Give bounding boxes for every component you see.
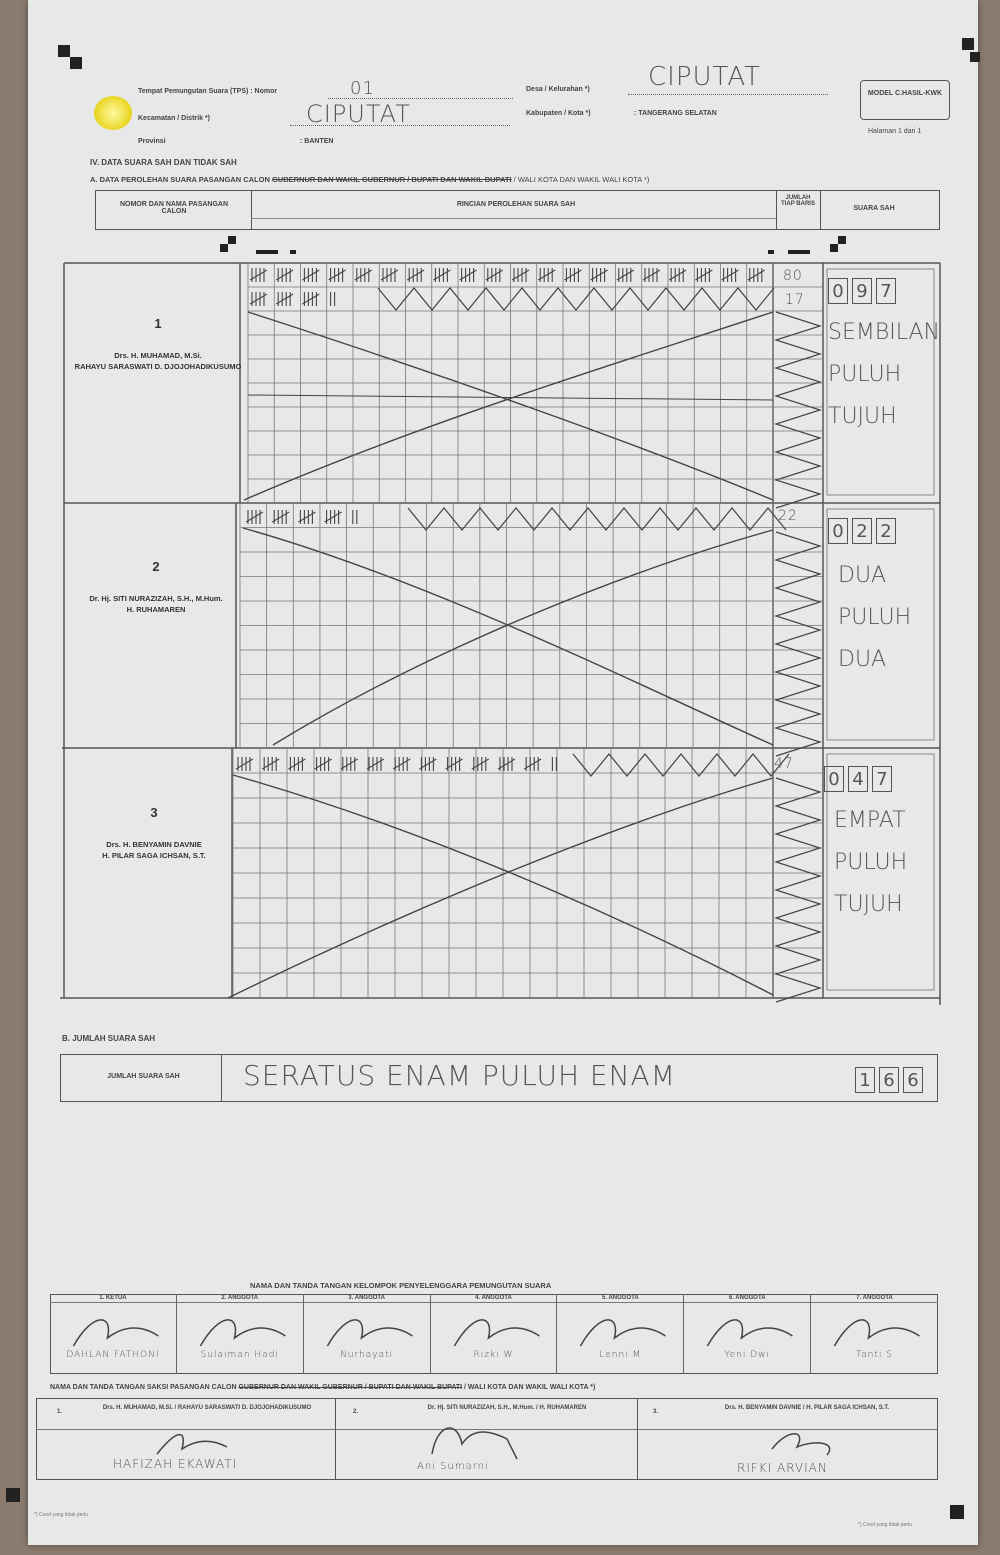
kpps-title: NAMA DAN TANDA TANGAN KELOMPOK PENYELENGGARA PEMUNGUTAN SUARA	[250, 1281, 552, 1290]
tps-label: Tempat Pemungutan Suara (TPS) : Nomor	[138, 88, 278, 95]
col-total: JUMLAH TIAP BARIS	[781, 195, 815, 207]
saksi-table	[36, 1398, 938, 1480]
saksi-1-no: 1.	[57, 1409, 63, 1415]
cand3-row1-tally-group-10	[498, 757, 515, 771]
saksi-3-pair: Drs. H. BENYAMIN DAVNIE / H. PILAR SAGA ICHSAN, S.T.	[724, 1405, 890, 1411]
candidate-3-word-3: TUJUH	[834, 892, 903, 917]
cand3-row1-tally-group-8	[446, 757, 463, 771]
cand1-row1-tally-group-17	[695, 268, 712, 282]
cand1-row1-tally-group-5	[381, 268, 398, 282]
saksi-1-name: HAFIZAH EKAWATI	[113, 1457, 238, 1471]
cand1-row1-tally-group-9	[486, 268, 503, 282]
candidate-2-name2: H. RUHAMAREN	[126, 604, 186, 614]
candidate-2-word-2: PULUH	[838, 605, 912, 630]
total-row-label: JUMLAH SUARA SAH	[107, 1073, 180, 1080]
candidate-1-row2-total: 17	[785, 292, 805, 308]
saksi-title-a: NAMA DAN TANDA TANGAN SAKSI PASANGAN CALON	[50, 1384, 237, 1391]
cand1-row1-tally-group-18	[722, 268, 739, 282]
cand2-row1-tally-rest	[353, 510, 357, 524]
form-code: MODEL C.HASIL-KWK	[867, 90, 943, 97]
saksi-signatures	[37, 1399, 937, 1479]
footer-left: *) Coret yang tidak perlu	[34, 1512, 88, 1518]
cand2-row1-zigzag	[408, 508, 786, 530]
candidate-3-name1: Drs. H. BENYAMIN DAVNIE	[106, 840, 202, 850]
candidate-3-name2: H. PILAR SAGA ICHSAN, S.T.	[102, 850, 206, 860]
cand1-row1-tally-group-14	[617, 268, 634, 282]
candidate-1-row1-total: 80	[783, 268, 803, 284]
cand3-row1-tally-group-1	[262, 757, 279, 771]
kpps-signature-6	[684, 1306, 811, 1372]
candidate-2-digit-1: 0	[828, 518, 848, 544]
candidate-3-row1-total: 47	[774, 756, 794, 772]
cand1-row1-tally-group-1	[276, 268, 293, 282]
kpps-member-7	[811, 1294, 938, 1374]
ballot-form-sheet	[28, 0, 978, 1545]
cand1-row1-tally-group-19	[748, 268, 765, 282]
cand1-row1-tally-group-11	[538, 268, 555, 282]
candidate-3-word-1: EMPAT	[834, 808, 906, 833]
kpps-signature-7	[811, 1306, 938, 1372]
total-words: SERATUS ENAM PULUH ENAM	[243, 1059, 676, 1092]
kpps-member-name: DAHLAN FATHONI	[66, 1350, 160, 1360]
candidate-2-row1-total: 22	[778, 508, 798, 524]
kpps-member-6	[684, 1294, 811, 1374]
cand3-row1-tally-group-3	[315, 757, 332, 771]
kpps-signature-3	[304, 1306, 431, 1372]
cand1-row1-tally-group-10	[512, 268, 529, 282]
tps-value: 01	[350, 78, 375, 99]
candidate-1-name2: RAHAYU SARASWATI D. DJOJOHADIKUSUMO	[74, 361, 242, 371]
cand1-row1-tally-group-2	[302, 268, 319, 282]
saksi-3-no: 3.	[653, 1409, 659, 1415]
col-tally: RINCIAN PEROLEHAN SUARA SAH	[456, 201, 576, 208]
cand2-cross-a	[243, 528, 773, 745]
kpps-member-5	[557, 1294, 684, 1374]
cand3-row1-tally-group-0	[236, 757, 253, 771]
candidate-1-word-2: PULUH	[828, 362, 902, 387]
subtitle-rest: / WALI KOTA DAN WAKIL WALI KOTA *)	[513, 175, 650, 184]
kpps-member-role: 7. ANGGOTA	[811, 1294, 938, 1303]
candidate-1-cell	[68, 315, 248, 372]
candidate-1-word-3: TUJUH	[828, 404, 897, 429]
cand1-row1-tally-group-4	[355, 268, 372, 282]
cand1-row2-tally-group-2	[302, 292, 319, 306]
cand1-row1-tally-group-16	[669, 268, 686, 282]
cand3-row1-tally-group-2	[288, 757, 305, 771]
candidate-2-word-3: DUA	[838, 647, 887, 672]
kpps-signature-stroke	[200, 1320, 285, 1346]
kpps-member-4	[431, 1294, 558, 1374]
candidate-2-name1: Dr. Hj. SITI NURAZIZAH, S.H., M.Hum.	[89, 594, 223, 604]
kpps-member-1	[50, 1294, 177, 1374]
candidate-3-digit-2: 4	[848, 766, 868, 792]
cand1-row1-tally-group-6	[407, 268, 424, 282]
subtitle-a: A. DATA PEROLEHAN SUARA PASANGAN CALON	[90, 175, 270, 184]
provinsi-value: : BANTEN	[300, 138, 334, 145]
candidate-2-words	[838, 555, 911, 681]
saksi-2-pair: Dr. Hj. SITI NURAZIZAH, S.H., M.Hum. / H. RUHAMAREN	[427, 1405, 587, 1411]
kpps-signature-stroke	[708, 1320, 793, 1346]
cand2-row1-tally-group-2	[298, 510, 315, 524]
candidate-1-number: 1	[154, 316, 162, 331]
cand3-row1-tally-group-7	[419, 757, 436, 771]
section-title: IV. DATA SUARA SAH DAN TIDAK SAH	[90, 158, 237, 167]
cand3-total-zigzag	[776, 778, 820, 1002]
candidate-2-number: 2	[152, 559, 160, 574]
candidate-3-cell	[64, 804, 244, 861]
candidate-3-words	[834, 800, 907, 926]
saksi-1-signature	[157, 1435, 227, 1454]
saksi-2-signature	[432, 1428, 517, 1459]
kpps-signature-stroke	[581, 1320, 666, 1346]
provinsi-label: Provinsi	[138, 138, 166, 145]
cand1-row2-tally-group-1	[276, 292, 293, 306]
kpps-member-name: Sulaiman Hadi	[200, 1350, 279, 1360]
kpps-member-name: Lenni M	[599, 1350, 642, 1360]
kpps-member-name: Tanti S	[856, 1350, 893, 1360]
kpps-member-role: 1. KETUA	[50, 1294, 176, 1303]
desa-value: CIPUTAT	[648, 62, 762, 92]
candidate-3-word-2: PULUH	[834, 850, 908, 875]
kpps-member-role: 2. ANGGOTA	[177, 1294, 303, 1303]
cand1-row2-zigzag	[378, 288, 774, 310]
kpps-member-role: 6. ANGGOTA	[684, 1294, 810, 1303]
candidate-1-digit-2: 9	[852, 278, 872, 304]
kpps-member-role: 4. ANGGOTA	[431, 1294, 557, 1303]
col-candidate: NOMOR DAN NAMA PASANGAN CALON	[119, 201, 229, 215]
candidate-3-digit-1: 0	[824, 766, 844, 792]
saksi-title	[50, 1384, 595, 1391]
form-note: Halaman 1 dari 1	[868, 128, 922, 135]
total-section-label: B. JUMLAH SUARA SAH	[62, 1034, 156, 1043]
kpps-member-role: 3. ANGGOTA	[304, 1294, 430, 1303]
saksi-1-pair: Drs. H. MUHAMAD, M.Si. / RAHAYU SARASWATI D. DJOJOHADIKUSUMO	[102, 1405, 312, 1411]
kpps-signature-stroke	[454, 1320, 539, 1346]
cand3-cross-b	[228, 778, 773, 998]
kpps-signature-stroke	[73, 1320, 158, 1346]
kpps-member-2	[177, 1294, 304, 1374]
candidate-2-cell	[66, 558, 246, 615]
saksi-3-name: RIFKI ARVIAN	[737, 1461, 828, 1475]
kecamatan-label: Kecamatan / Distrik *)	[138, 115, 210, 122]
candidate-1-name1: Drs. H. MUHAMAD, M.Si.	[114, 351, 202, 361]
cand1-row1-tally-group-0	[250, 268, 267, 282]
kecamatan-value: CIPUTAT	[306, 100, 411, 128]
saksi-3-signature	[772, 1434, 830, 1455]
kpps-member-name: Rizki W	[473, 1350, 514, 1360]
total-digit-1: 1	[855, 1067, 875, 1093]
candidate-2-digit-3: 2	[876, 518, 896, 544]
kpps-signature-2	[177, 1306, 304, 1372]
cand2-row1-tally-group-3	[325, 510, 342, 524]
cand1-row2-tally-rest	[331, 292, 335, 306]
saksi-title-struck: GUBERNUR DAN WAKIL GUBERNUR / BUPATI DAN WAKIL BUPATI	[238, 1384, 463, 1391]
kabupaten-label: Kabupaten / Kota *)	[526, 110, 591, 117]
cand3-row1-tally-group-9	[472, 757, 489, 771]
desa-label: Desa / Kelurahan *)	[526, 86, 590, 93]
candidate-3-digit-3: 7	[872, 766, 892, 792]
candidate-1-words	[828, 312, 940, 438]
subtitle-struck: GUBERNUR DAN WAKIL GUBERNUR / BUPATI DAN WAKIL BUPATI	[271, 175, 512, 184]
kpps-signature-5	[557, 1306, 684, 1372]
kpps-signature-stroke	[327, 1320, 412, 1346]
cand1-row1-tally-group-13	[591, 268, 608, 282]
saksi-2-name: Ani Sumarni	[417, 1461, 489, 1472]
cand3-row1-tally-rest	[552, 757, 556, 771]
total-row	[60, 1054, 938, 1102]
kpps-signature-1	[50, 1306, 177, 1372]
cand1-row1-tally-group-12	[564, 268, 581, 282]
cand3-row1-tally-group-4	[341, 757, 358, 771]
candidate-3-number: 3	[150, 805, 158, 820]
registration-mark-bottom-left	[6, 1488, 20, 1502]
cand1-cross-b	[244, 312, 773, 500]
cand1-row1-tally-group-15	[643, 268, 660, 282]
candidate-1-digit-1: 0	[828, 278, 848, 304]
footer-right: *) Coret yang tidak perlu	[858, 1522, 912, 1528]
kpps-signature-4	[431, 1306, 558, 1372]
kpps-member-name: Nurhayati	[340, 1350, 394, 1360]
total-digit-3: 6	[903, 1067, 923, 1093]
cand3-row1-tally-group-5	[367, 757, 384, 771]
kpps-member-3	[304, 1294, 431, 1374]
cand2-row1-tally-group-0	[246, 510, 263, 524]
cand2-row1-tally-group-1	[272, 510, 289, 524]
total-digit-2: 6	[879, 1067, 899, 1093]
cand3-row1-tally-group-6	[393, 757, 410, 771]
cand1-row1-tally-group-8	[460, 268, 477, 282]
kpps-member-name: Yeni Dwi	[724, 1350, 771, 1360]
cand3-row1-tally-group-11	[524, 757, 541, 771]
kabupaten-value: : TANGERANG SELATAN	[634, 110, 717, 117]
kpps-member-role: 5. ANGGOTA	[557, 1294, 683, 1303]
saksi-2-no: 2.	[353, 1409, 359, 1415]
candidate-2-word-1: DUA	[838, 563, 887, 588]
cand2-total-zigzag	[776, 532, 820, 756]
candidate-1-digit-3: 7	[876, 278, 896, 304]
cand1-row1-tally-group-7	[433, 268, 450, 282]
cand1-row1-tally-group-3	[329, 268, 346, 282]
kpps-signature-stroke	[835, 1320, 920, 1346]
cand1-row2-tally-group-0	[250, 292, 267, 306]
candidate-2-digit-2: 2	[852, 518, 872, 544]
saksi-title-rest: / WALI KOTA DAN WAKIL WALI KOTA *)	[464, 1384, 596, 1391]
col-votes: SUARA SAH	[853, 205, 895, 212]
candidate-1-word-1: SEMBILAN	[828, 320, 941, 345]
